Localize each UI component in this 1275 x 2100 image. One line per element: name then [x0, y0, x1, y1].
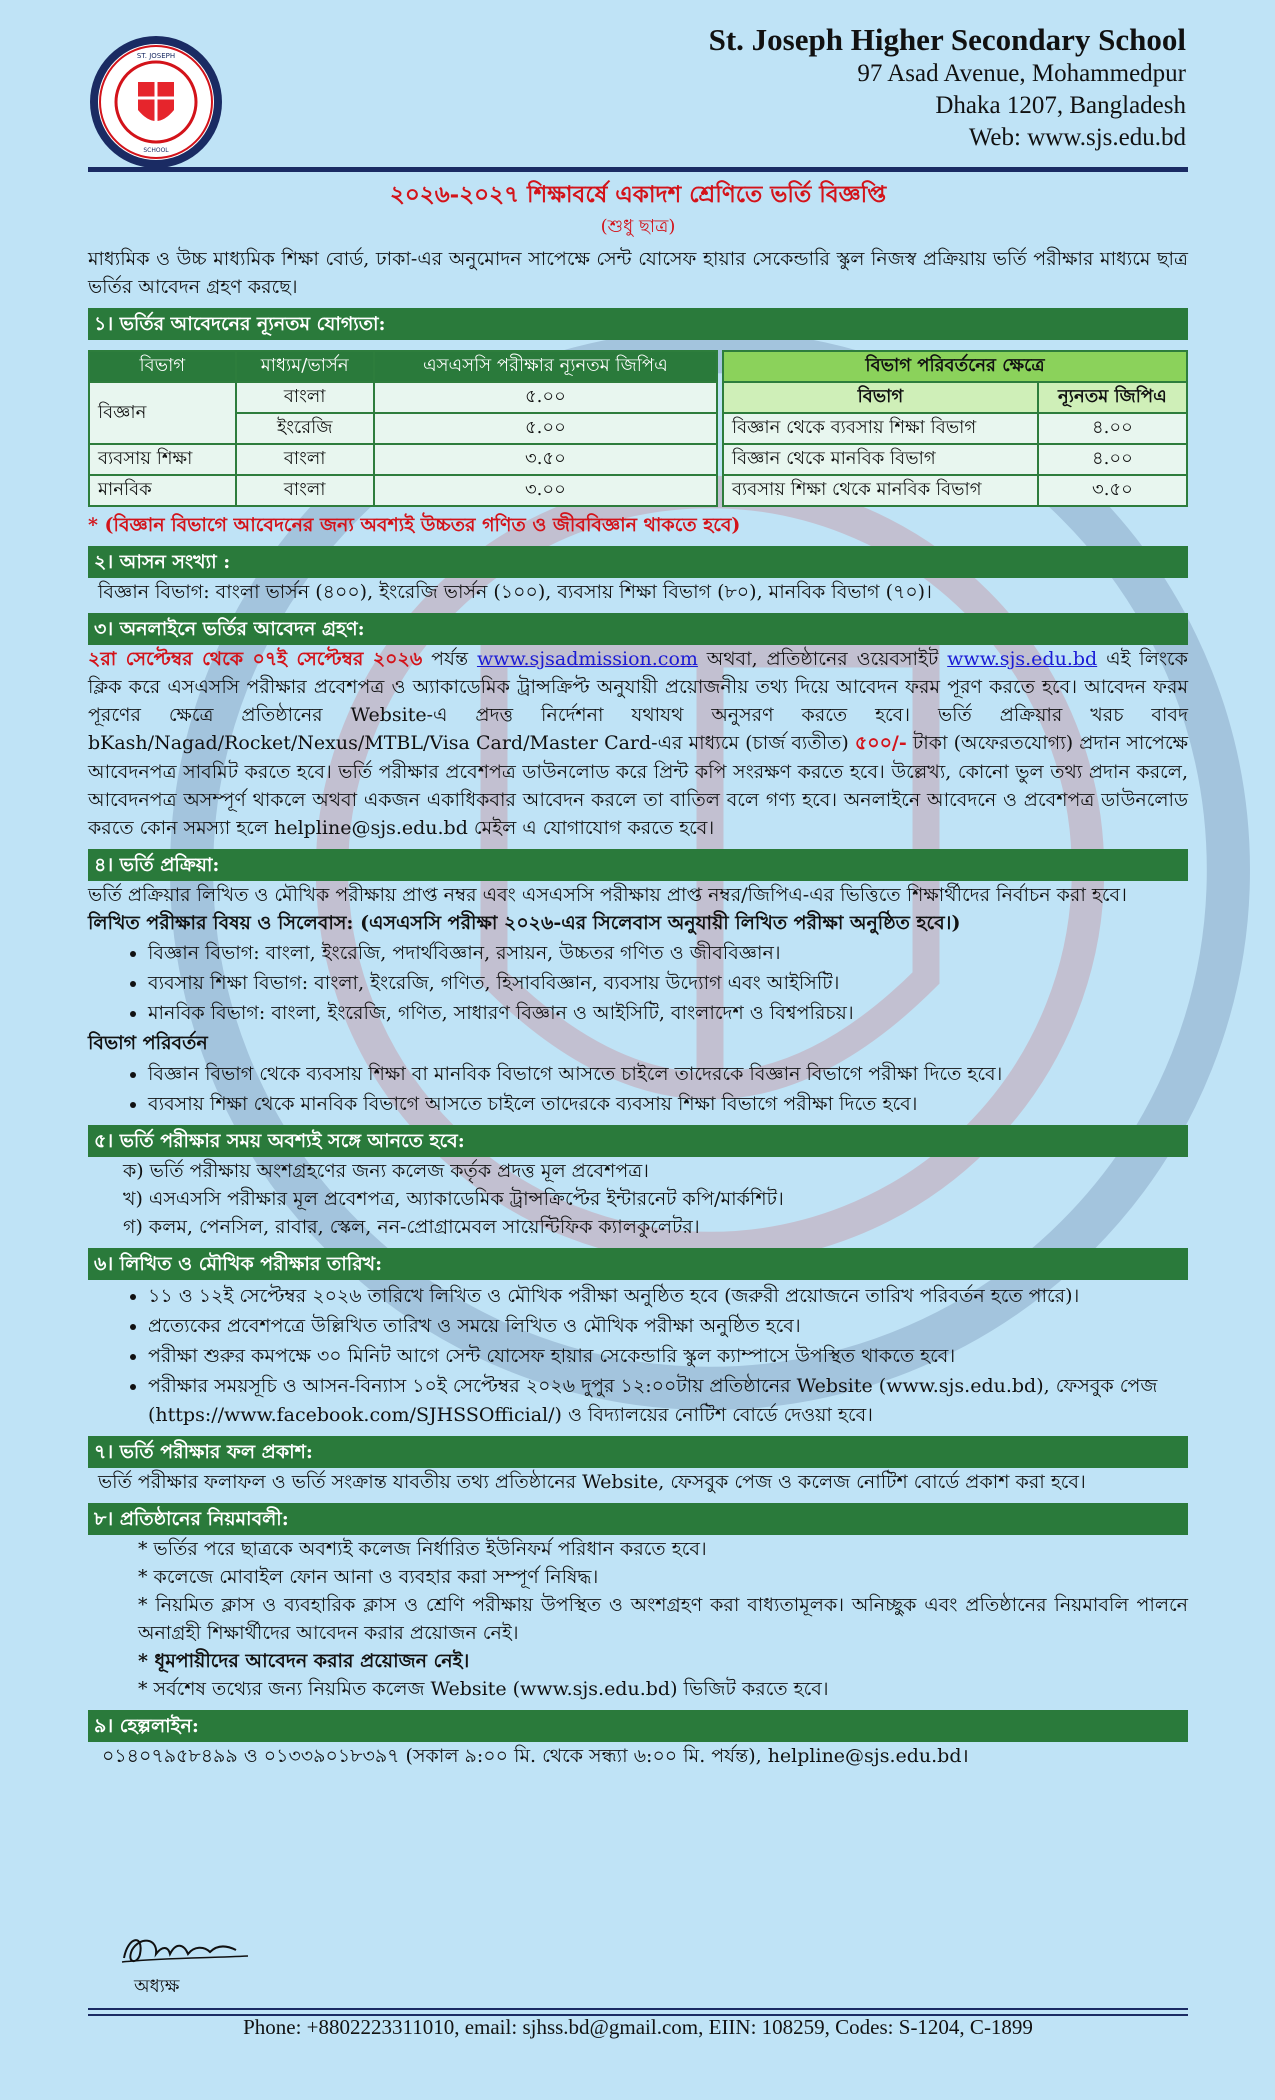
cell-medium: বাংলা: [236, 382, 374, 413]
rule-item: * কলেজে মোবাইল ফোন আনা ও ব্যবহার করা সম্পূর্ণ নিষিদ্ধ।: [138, 1565, 599, 1588]
list-item: • বিজ্ঞান বিভাগ: বাংলা, ইংরেজি, পদার্থবিজ্ঞান, রসায়ন, উচ্চতর গণিত ও জীববিজ্ঞান।: [148, 939, 1188, 967]
col-gpa: এসএসসি পরীক্ষার ন্যূনতম জিপিএ: [374, 351, 717, 382]
table-row: [89, 475, 717, 506]
rule-item: * ভর্তির পরে ছাত্রকে অবশ্যই কলেজ নির্ধারিত ইউনিফর্ম পরিধান করতে হবে।: [138, 1537, 707, 1560]
cell-dept: ব্যবসায় শিক্ষা: [89, 444, 236, 475]
col-dept: বিভাগ: [89, 351, 236, 382]
admission-link[interactable]: www.sjsadmission.com: [476, 648, 698, 671]
text-part: অথবা, প্রতিষ্ঠানের ওয়েবসাইট: [697, 648, 948, 671]
svg-text:SCHOOL: SCHOOL: [143, 147, 169, 154]
school-logo: [88, 34, 224, 170]
bring-item: গ) কলম, পেনসিল, রাবার, স্কেল, নন-প্রোগ্রামেবল সায়েন্টিফিক ক্যালকুলেটর।: [123, 1215, 700, 1238]
text-part: এই লিংকে ক্লিক করে এসএসসি পরীক্ষার প্রবেশপত্র ও অ্যাকাডেমিক ট্রান্সক্রিপ্ট অনুযায়ী প্রয়োজনীয় তথ্য দিয়ে আবেদন ফরম পূরণ করতে হবে। আবেদন ফরম পূরণের ক্ষেত্রে প্রতিষ্ঠানের Website-এ প্রদত্ত নির্দেশনা যথাযথ অনুসরণ করতে হবে। ভর্তি প্রক্রিয়ার খরচ বাবদ bKash/Nagad/Rocket/Nexus/MTBL/Visa Card/Master Card-এর মাধ্যমে (চার্জ ব্যতীত): [88, 648, 1188, 755]
col-medium: মাধ্যম/ভার্সন: [236, 351, 374, 382]
col-min-gpa: ন্যূনতম জিপিএ: [1038, 382, 1187, 413]
rule-item: * নিয়মিত ক্লাস ও ব্যবহারিক ক্লাস ও শ্রেণি পরীক্ষায় উপস্থিত ও অংশগ্রহণ করা বাধ্যতামূলক। অনিচ্ছুক এবং প্রতিষ্ঠানের নিয়মাবলি পালনে অনাগ্রহী শিক্ষার্থীদের আবেদন করার প্রয়োজন নেই।: [138, 1593, 1188, 1645]
table-row: [89, 382, 717, 413]
cell-gpa: ৩.৫০: [374, 444, 717, 475]
list-item: • মানবিক বিভাগ: বাংলা, ইংরেজি, গণিত, সাধারণ বিজ্ঞান ও আইসিটি, বাংলাদেশ ও বিশ্বপরিচয়।: [148, 999, 1188, 1027]
rule-item: * ধূমপায়ীদের আবেদন করার প্রয়োজন নেই।: [138, 1650, 470, 1673]
cell-medium: ইংরেজি: [236, 413, 374, 444]
cell-dept: মানবিক: [89, 475, 236, 506]
intro-paragraph: মাধ্যমিক ও উচ্চ মাধ্যমিক শিক্ষা বোর্ড, ঢাকা-এর অনুমোদন সাপেক্ষে সেন্ট যোসেফ হায়ার সেকেন্ডারি স্কুল নিজস্ব প্রক্রিয়ায় ভর্তি পরীক্ষার মাধ্যমে ছাত্র ভর্তির আবেদন গ্রহণ করছে।: [88, 247, 1188, 298]
header-divider: [88, 167, 1188, 172]
list-item: • ব্যবসায় শিক্ষা থেকে মানবিক বিভাগে আসতে চাইলে তাদেরকে ব্যবসায় শিক্ষা বিভাগে পরীক্ষা দিতে হবে।: [148, 1090, 1188, 1118]
footer-contact: Phone: +8802223311010, email: sjhss.bd@gmail.com, EIIN: 108259, Codes: S-1204, C-1899: [243, 2015, 1033, 2039]
online-paragraph: [88, 645, 1188, 842]
website-line: Web: www.sjs.edu.bd: [968, 124, 1186, 151]
svg-text:ST. JOSEPH: ST. JOSEPH: [136, 52, 176, 60]
bring-item: খ) এসএসসি পরীক্ষার মূল প্রবেশপত্র, অ্যাকাডেমিক ট্রান্সক্রিপ্টের ইন্টারনেট কপি/মার্কশিট।: [123, 1187, 784, 1210]
cell-min-gpa: ৪.০০: [1038, 413, 1187, 444]
table-row: [723, 444, 1187, 475]
dept-change-title: বিভাগ পরিবর্তনের ক্ষেত্রে: [723, 351, 1187, 382]
dept-change-table: [722, 350, 1188, 507]
process-text: ভর্তি প্রক্রিয়ার লিখিত ও মৌখিক পরীক্ষায় প্রাপ্ত নম্বর এবং এসএসসি পরীক্ষায় প্রাপ্ত নম্বর/জিপিএ-এর ভিত্তিতে শিক্ষার্থীদের নির্বাচন করা হবে।: [88, 883, 1127, 906]
cell-dept-change: ব্যবসায় শিক্ষা থেকে মানবিক বিভাগ: [723, 475, 1038, 506]
dept-change-list: [88, 1060, 1188, 1118]
section-heading-bring: ৫। ভর্তি পরীক্ষার সময় অবশ্যই সঙ্গে আনতে হবে:: [88, 1125, 1188, 1157]
fee-amount: ৫০০/-: [854, 732, 907, 755]
list-item: • ব্যবসায় শিক্ষা বিভাগ: বাংলা, ইংরেজি, গণিত, হিসাববিজ্ঞান, ব্যবসায় উদ্যোগ এবং আইসিটি।: [148, 969, 1188, 997]
section-heading-process: ৪। ভর্তি প্রক্রিয়া:: [88, 849, 1188, 881]
cell-dept: বিজ্ঞান: [89, 382, 236, 444]
helpline-text: ০১৪০৭৯৫৮৪৯৯ ও ০১৩৩৯০১৮৩৯৭ (সকাল ৯:০০ মি. থেকে সন্ধ্যা ৬:০০ মি. পর্যন্ত), helpline@sjs.edu.bd।: [102, 1745, 969, 1768]
eligibility-tables: [88, 350, 1188, 507]
cell-gpa: ৩.০০: [374, 475, 717, 506]
text-part: টাকা (অফেরতযোগ্য) প্রদান সাপেক্ষে আবেদনপত্র সাবমিট করতে হবে। ভর্তি পরীক্ষার প্রবেশপত্র ডাউনলোড করে প্রিন্ট কপি সংরক্ষণ করতে হবে। উল্লেখ্য, কোনো ভুল তথ্য প্রদান করলে, আবেদনপত্র অসম্পূর্ণ থাকলে অথবা একজন একাধিকবার আবেদন করলে তা বাতিল বলে গণ্য হবে। অনলাইনে আবেদনে ও প্রবেশপত্র ডাউনলোড করতে কোন সমস্যা হলে helpline@sjs.edu.bd মেইল এ যোগাযোগ করতে হবে।: [88, 732, 1188, 839]
list-item: • ১১ ও ১২ই সেপ্টেম্বর ২০২৬ তারিখে লিখিত ও মৌখিক পরীক্ষা অনুষ্ঠিত হবে (জরুরী প্রয়োজনে তারিখ পরিবর্তন হতে পারে)।: [148, 1282, 1188, 1310]
bring-item: ক) ভর্তি পরীক্ষায় অংশগ্রহণের জন্য কলেজ কর্তৃক প্রদত্ত মূল প্রবেশপত্র।: [123, 1159, 649, 1182]
section-heading-exam-date: ৬। লিখিত ও মৌখিক পরীক্ষার তারিখ:: [88, 1248, 1188, 1280]
list-item: • পরীক্ষার সময়সূচি ও আসন-বিন্যাস ১০ই সেপ্টেম্বর ২০২৬ দুপুর ১২:০০টায় প্রতিষ্ঠানের Website (www.sjs.edu.bd), ফেসবুক পেজ (https://www.facebook.com/SJHSSOfficial/) ও বিদ্যালয়ের নোটিশ বোর্ডে দেওয়া হবে।: [148, 1372, 1188, 1428]
cell-gpa: ৫.০০: [374, 413, 717, 444]
result-text: ভর্তি পরীক্ষার ফলাফল ও ভর্তি সংক্রান্ত যাবতীয় তথ্য প্রতিষ্ঠানের Website, ফেসবুক পেজ ও কলেজ নোটিশ বোর্ডে প্রকাশ করা হবে।: [98, 1470, 1086, 1493]
list-item: • পরীক্ষা শুরুর কমপক্ষে ৩০ মিনিট আগে সেন্ট যোসেফ হায়ার সেকেন্ডারি স্কুল ক্যাম্পাসে উপস্থিত থাকতে হবে।: [148, 1342, 1188, 1370]
table-row: [89, 444, 717, 475]
section-heading-online: ৩। অনলাইনে ভর্তির আবেদন গ্রহণ:: [88, 613, 1188, 645]
letterhead: [88, 18, 1188, 166]
footer-divider: [88, 2008, 1188, 2010]
principal-signature: [118, 1928, 258, 1972]
address-line-2: Dhaka 1207, Bangladesh: [935, 92, 1186, 119]
notice-body: [88, 176, 1188, 1770]
cell-min-gpa: ৩.৫০: [1038, 475, 1187, 506]
school-name: St. Joseph Higher Secondary School: [708, 22, 1186, 57]
cell-medium: বাংলা: [236, 475, 374, 506]
website-link[interactable]: www.sjs.edu.bd: [947, 648, 1098, 671]
exam-date-list: [88, 1282, 1188, 1429]
section-heading-rules: ৮। প্রতিষ্ঠানের নিয়মাবলী:: [88, 1503, 1188, 1535]
notice-subtitle: (শুধু ছাত্র): [600, 216, 676, 238]
subject-list: [88, 939, 1188, 1027]
syllabus-heading: লিখিত পরীক্ষার বিষয় ও সিলেবাস: (এসএসসি পরীক্ষা ২০২৬-এর সিলেবাস অনুযায়ী লিখিত পরীক্ষা অনুষ্ঠিত হবে।): [88, 911, 961, 934]
section-heading-seats: ২। আসন সংখ্যা :: [88, 546, 1188, 578]
seats-text: বিজ্ঞান বিভাগ: বাংলা ভার্সন (৪০০), ইংরেজি ভার্সন (১০০), ব্যবসায় শিক্ষা বিভাগ (৮০), মানবিক বিভাগ (৭০)।: [98, 580, 932, 603]
table-row: [723, 413, 1187, 444]
col-dept-change: বিভাগ: [723, 382, 1038, 413]
table-row: [723, 475, 1187, 506]
list-item: • বিজ্ঞান বিভাগ থেকে ব্যবসায় শিক্ষা বা মানবিক বিভাগে আসতে চাইলে তাদেরকে বিজ্ঞান বিভাগে পরীক্ষা দিতে হবে।: [148, 1060, 1188, 1088]
cell-medium: বাংলা: [236, 444, 374, 475]
section-heading-helpline: ৯। হেল্পলাইন:: [88, 1710, 1188, 1742]
section-heading-result: ৭। ভর্তি পরীক্ষার ফল প্রকাশ:: [88, 1436, 1188, 1468]
cell-dept-change: বিজ্ঞান থেকে মানবিক বিভাগ: [723, 444, 1038, 475]
science-note: * (বিজ্ঞান বিভাগে আবেদনের জন্য অবশ্যই উচ্চতর গণিত ও জীববিজ্ঞান থাকতে হবে): [88, 513, 741, 536]
date-range: ২রা সেপ্টেম্বর থেকে ০৭ই সেপ্টেম্বর ২০২৬: [88, 648, 423, 671]
signature-label: অধ্যক্ষ: [134, 1976, 180, 1997]
notice-title: ২০২৬-২০২৭ শিক্ষাবর্ষে একাদশ শ্রেণিতে ভর্তি বিজ্ঞপ্তি: [389, 181, 887, 208]
cell-dept-change: বিজ্ঞান থেকে ব্যবসায় শিক্ষা বিভাগ: [723, 413, 1038, 444]
cell-gpa: ৫.০০: [374, 382, 717, 413]
address-line-1: 97 Asad Avenue, Mohammedpur: [857, 60, 1186, 87]
list-item: • প্রত্যেকের প্রবেশপত্রে উল্লিখিত তারিখ ও সময়ে লিখিত ও মৌখিক পরীক্ষা অনুষ্ঠিত হবে।: [148, 1312, 1188, 1340]
gpa-table: [88, 350, 718, 507]
text-part: পর্যন্ত: [422, 648, 477, 671]
section-heading-eligibility: ১। ভর্তির আবেদনের ন্যূনতম যোগ্যতা:: [88, 308, 1188, 340]
dept-change-heading: বিভাগ পরিবর্তন: [88, 1032, 208, 1055]
cell-min-gpa: ৪.০০: [1038, 444, 1187, 475]
rule-item: * সর্বশেষ তথ্যের জন্য নিয়মিত কলেজ Website (www.sjs.edu.bd) ভিজিট করতে হবে।: [138, 1678, 829, 1701]
